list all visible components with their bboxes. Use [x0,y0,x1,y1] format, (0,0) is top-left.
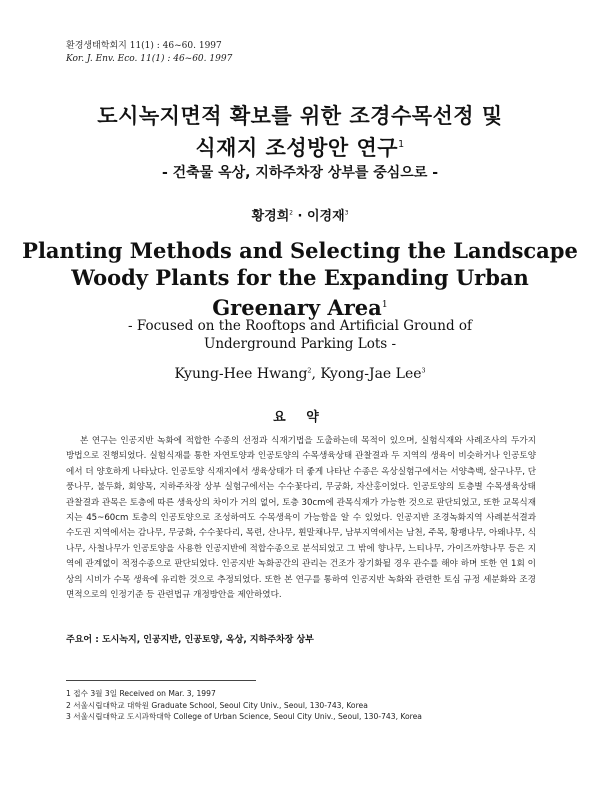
keywords: 주요어 : 도시녹지, 인공지반, 인공토양, 옥상, 지하주차장 상부 [66,635,314,645]
journal-citation-kr: 환경생태학회지 11(1) : 46~60. 1997 [66,41,222,51]
korean-title-line1: 도시녹지면적 확보를 위한 조경수목선정 및 [97,104,503,128]
author-separator-en: , [311,366,321,382]
author-1-kr-mark: 2 [289,210,293,217]
journal-citation-en: Kor. J. Env. Eco. 11(1) : 46~60. 1997 [66,54,233,64]
abstract-body: 본 연구는 인공지반 녹화에 적합한 수종의 선정과 식재기법을 도출하는데 목적이 있으며, 실험식재와 사례조사의 두가지 방법으로 진행되었다. 실험식재를 통한 자연토양과 인공토양의 수목생육상태 관찰결과 두 지역의 생육이 비슷하거나 인공토양에서 더 양호하게 나타났다. 인공토양 식재지에서 생육상태가 더 좋게 나타난 수종은 옥상실험구에서는 서양측백, 살구나무, 단풍나무, 불두화, 회양목, 지하주차장 상부 실험구에서는 수수꽃다리, 무궁화, 자산홍이었다. 인공토양의 토층별 수목생육상태 관찰결과 관목은 토층에 따른 생육상의 차이가 거의 없어, 토층 30cm에 관목식재가 가능한 것으로 판단되었고, 또한 교목식재지는 45~60cm 토층의 인공토양으로 조성하여도 수목생육이 가능함을 알 수 있었다. 인공지반 조경녹화지역 사례분석결과 수도권 지역에서는 감나무, 무궁화, 수수꽃다리, 목련, 산나무, 휜말채나무, 남부지역에서는 남천, 주목, 황팽나무, 아왜나무, 식나무, 사철나무가 인공토양을 사용한 인공지반에 적합수종으로 분석되었고 그 밖에 향나무, 느티나무, 가이즈까향나무 등은 지역에 관계없이 적정수종으로 판단되었다. 인공지반 녹화공간의 관리는 건조가 장기화될 경우 관수를 해야 하며 또한 연 1회 이상의 시비가 수목 생육에 유리한 것으로 추정되었다. 또한 본 연구를 통하여 인공지반 녹화와 관련한 토심 규정 세분화와 조경면적으로의 인정기준 등 관련법규 개정방안을 제안하였다. [66,436,536,601]
korean-subtitle: - 건축물 옥상, 지하주차장 상부를 중심으로 - [161,165,439,181]
author-1-en-mark: 2 [307,367,312,375]
footnote-1: 1 접수 3월 3일 Received on Mar. 3, 1997 [66,689,216,698]
journal-citation [66,40,232,66]
english-subtitle [0,317,600,353]
footnotes [66,688,546,723]
english-subtitle-line1: - Focused on the Rooftops and Artificial Ground of [127,318,473,334]
author-2-en-mark: 3 [421,367,426,375]
english-title-line2: Woody Plants for the Expanding Urban [71,265,529,290]
korean-authors [0,205,600,224]
english-title [0,237,600,321]
english-title-footnote-mark: 1 [381,299,388,310]
korean-title-line2 [0,132,600,162]
english-authors [0,366,600,382]
author-2-kr: 이경재 [307,209,345,224]
author-2-en: Kyong-Jae Lee [320,366,422,382]
author-1-en: Kyung-Hee Hwang [174,366,308,382]
footnote-2: 2 서울시립대학교 대학원 Graduate School, Seoul City Univ., Seoul, 130-743, Korea [66,700,368,710]
korean-title-line2-text: 식재지 조성방안 연구 [195,136,399,160]
author-1-kr: 황경희 [251,209,290,224]
korean-title-footnote-mark: 1 [398,139,405,150]
footnote-3: 3 서울시립대학교 도시과학대학 College of Urban Science, Seoul City Univ., Seoul, 130-743, Korea [66,712,422,721]
english-title-line1: Planting Methods and Selecting the Landscape [22,238,578,263]
abstract-heading: 요 약 [273,410,327,425]
author-separator-kr: · [293,209,307,224]
english-subtitle-line2: Underground Parking Lots - [203,336,397,352]
footnote-divider [66,680,256,681]
author-2-kr-mark: 3 [344,210,349,217]
english-title-line3-text: Greenary Area [212,295,382,320]
